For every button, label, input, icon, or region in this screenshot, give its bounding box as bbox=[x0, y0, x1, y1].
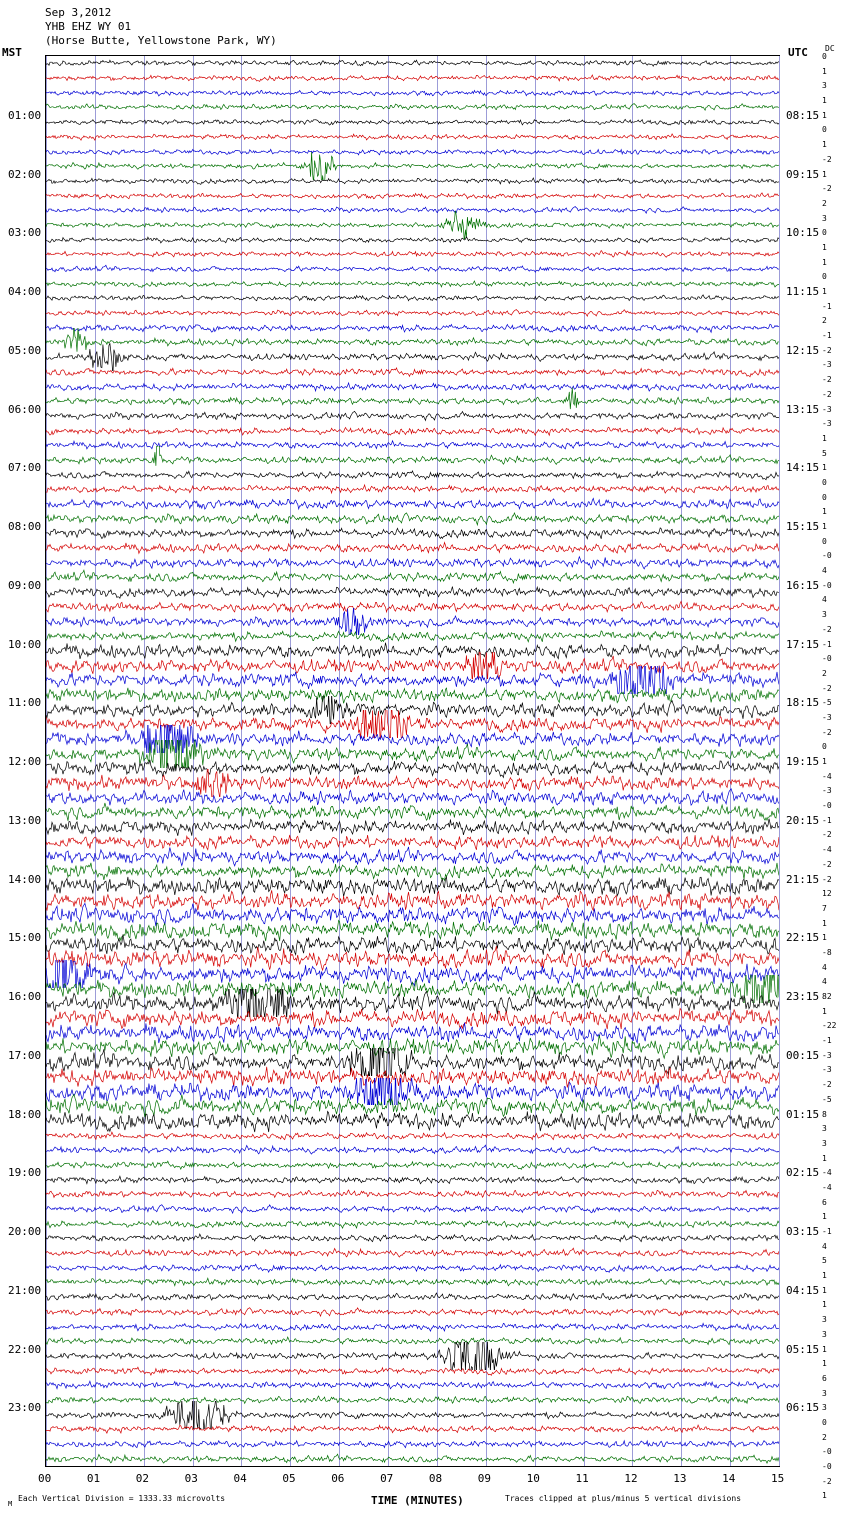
dc-value: 1 bbox=[822, 287, 827, 296]
x-tick-label: 05 bbox=[282, 1472, 296, 1485]
dc-value: 3 bbox=[822, 610, 827, 620]
dc-value: -4 bbox=[822, 771, 832, 781]
dc-value: -5 bbox=[822, 1094, 832, 1104]
right-hour-label: 12:15 bbox=[786, 343, 820, 357]
x-tick-label: 02 bbox=[135, 1472, 149, 1485]
right-hour-label: 10:15 bbox=[786, 226, 820, 240]
right-hour-label: 00:15 bbox=[786, 1048, 820, 1062]
right-hour-label: 04:15 bbox=[786, 1283, 820, 1297]
right-hour-label: 11:15 bbox=[786, 285, 820, 298]
dc-value: -1 bbox=[822, 1227, 832, 1236]
dc-value: 1 bbox=[822, 169, 827, 179]
dc-value: 1 bbox=[822, 257, 827, 267]
left-hour-label: 02:00 bbox=[8, 167, 42, 181]
x-tick-label: 00 bbox=[38, 1472, 52, 1485]
seismogram-trace bbox=[46, 1445, 781, 1473]
dc-value: -3 bbox=[822, 1050, 832, 1060]
header-location: (Horse Butte, Yellowstone Park, WY) bbox=[45, 34, 277, 47]
dc-value: -2 bbox=[822, 375, 832, 385]
right-hour-label: 03:15 bbox=[786, 1225, 820, 1238]
dc-value: -1 bbox=[822, 331, 832, 341]
x-tick-label: 11 bbox=[575, 1472, 589, 1485]
dc-value: -4 bbox=[822, 1182, 832, 1192]
dc-value: -0 bbox=[822, 580, 832, 590]
dc-value: 3 bbox=[822, 81, 827, 91]
dc-value: 1 bbox=[822, 66, 827, 76]
left-hour-label: 13:00 bbox=[8, 813, 42, 827]
dc-value: -1 bbox=[822, 1036, 832, 1046]
dc-value: -3 bbox=[822, 786, 832, 796]
scale-note: Each Vertical Division = 1333.33 microvolts bbox=[18, 1494, 226, 1503]
dc-value: -0 bbox=[822, 654, 832, 664]
left-hour-label: 19:00 bbox=[8, 1166, 42, 1180]
dc-value: -5 bbox=[822, 698, 832, 708]
dc-value: 5 bbox=[822, 1256, 827, 1266]
dc-value: 2 bbox=[822, 668, 827, 678]
dc-value: 1 bbox=[822, 1271, 827, 1281]
x-tick-label: 13 bbox=[673, 1472, 687, 1485]
dc-value: 4 bbox=[822, 566, 827, 576]
x-tick-label: 04 bbox=[233, 1472, 247, 1485]
left-hour-label: 11:00 bbox=[8, 696, 42, 710]
left-hour-label: 09:00 bbox=[8, 578, 42, 592]
dc-value: -2 bbox=[822, 154, 832, 164]
dc-value: 82 bbox=[822, 992, 832, 1001]
dc-value: 8 bbox=[822, 1109, 827, 1119]
dc-value: 3 bbox=[822, 1329, 827, 1339]
left-hour-label: 07:00 bbox=[8, 461, 42, 475]
dc-value: 7 bbox=[822, 903, 827, 913]
dc-value: 0 bbox=[822, 477, 827, 487]
clip-note: Traces clipped at plus/minus 5 vertical divisions bbox=[505, 1494, 742, 1503]
left-hour-label: 15:00 bbox=[8, 931, 42, 945]
dc-value: 3 bbox=[822, 1124, 827, 1134]
x-tick-label: 10 bbox=[526, 1472, 540, 1485]
dc-value: 0 bbox=[822, 1417, 827, 1427]
dc-value: -2 bbox=[822, 1080, 832, 1090]
right-hour-label: 23:15 bbox=[786, 990, 820, 1003]
dc-value: -3 bbox=[822, 404, 832, 414]
right-hour-label: 19:15 bbox=[786, 755, 820, 768]
header-date: Sep 3,2012 bbox=[45, 6, 112, 19]
dc-value: 0 bbox=[822, 272, 827, 282]
dc-value: 4 bbox=[822, 1241, 827, 1251]
dc-value: 4 bbox=[822, 962, 827, 972]
dc-value: 4 bbox=[822, 595, 827, 605]
dc-value: -0 bbox=[822, 1462, 832, 1471]
dc-value: 1 bbox=[822, 242, 827, 252]
header-station: YHB EHZ WY 01 bbox=[45, 20, 132, 33]
dc-value: 1 bbox=[822, 140, 827, 150]
right-hour-label: 18:15 bbox=[786, 696, 820, 710]
dc-value: 1 bbox=[822, 757, 827, 766]
dc-value: 1 bbox=[822, 1491, 827, 1501]
right-hour-label: 02:15 bbox=[786, 1166, 820, 1180]
right-hour-label: 14:15 bbox=[786, 461, 820, 475]
dc-value: 0 bbox=[822, 742, 827, 752]
dc-value: 2 bbox=[822, 316, 827, 326]
dc-value: -2 bbox=[822, 874, 832, 884]
dc-value: 1 bbox=[822, 1359, 827, 1369]
right-hour-label: 08:15 bbox=[786, 108, 820, 122]
dc-value: 1 bbox=[822, 433, 827, 443]
dc-value: 5 bbox=[822, 448, 827, 458]
dc-value: -2 bbox=[822, 830, 832, 840]
dc-value: -3 bbox=[822, 712, 832, 722]
dc-value: 0 bbox=[822, 125, 827, 135]
dc-value: -1 bbox=[822, 639, 832, 649]
dc-value: 1 bbox=[822, 1153, 827, 1163]
x-tick-label: 12 bbox=[624, 1472, 638, 1485]
dc-value: -2 bbox=[822, 1476, 832, 1486]
right-hour-label: 16:15 bbox=[786, 578, 820, 592]
dc-value: 6 bbox=[822, 1197, 827, 1207]
left-hour-label: 03:00 bbox=[8, 226, 42, 240]
dc-value: 4 bbox=[822, 977, 827, 987]
dc-value: -2 bbox=[822, 624, 832, 634]
dc-value: 0 bbox=[822, 228, 827, 238]
right-hour-label: 17:15 bbox=[786, 637, 820, 651]
dc-value: 1 bbox=[822, 933, 827, 943]
x-tick-label: 15 bbox=[771, 1472, 785, 1485]
dc-value: 1 bbox=[822, 918, 827, 928]
right-hour-label: 22:15 bbox=[786, 931, 820, 945]
dc-value: 3 bbox=[822, 1388, 827, 1398]
dc-value: -2 bbox=[822, 184, 832, 194]
x-tick-label: 08 bbox=[428, 1472, 443, 1485]
dc-value: 3 bbox=[822, 213, 827, 223]
right-hour-label: 15:15 bbox=[786, 520, 820, 533]
dc-value: 1 bbox=[822, 1344, 827, 1354]
left-hour-label: 23:00 bbox=[8, 1401, 42, 1415]
dc-value: 3 bbox=[822, 1315, 827, 1325]
dc-value: -4 bbox=[822, 845, 832, 855]
dc-value: 1 bbox=[822, 522, 827, 531]
dc-value: 1 bbox=[822, 1006, 827, 1016]
left-hour-label: 01:00 bbox=[8, 108, 42, 122]
x-tick-label: 07 bbox=[380, 1472, 394, 1485]
left-hour-label: 12:00 bbox=[8, 755, 42, 768]
dc-value: 3 bbox=[822, 1138, 827, 1148]
dc-value: 1 bbox=[822, 1212, 827, 1222]
dc-value: -2 bbox=[822, 683, 832, 693]
dc-value: 2 bbox=[822, 198, 827, 208]
dc-value: 1 bbox=[822, 1285, 827, 1295]
dc-value: 2 bbox=[822, 1432, 827, 1442]
right-hour-label: 20:15 bbox=[786, 813, 820, 827]
x-tick-label: 06 bbox=[331, 1472, 345, 1485]
dc-value: -2 bbox=[822, 389, 832, 399]
dc-value: 1 bbox=[822, 507, 827, 517]
right-hour-label: 13:15 bbox=[786, 402, 820, 416]
seismogram-plot bbox=[45, 55, 780, 1467]
dc-value: 1 bbox=[822, 1300, 827, 1310]
dc-value: -2 bbox=[822, 345, 832, 355]
dc-value: -3 bbox=[822, 360, 832, 370]
dc-value: -1 bbox=[822, 301, 832, 311]
dc-value: -3 bbox=[822, 419, 832, 429]
footer-mark: M bbox=[8, 1500, 13, 1508]
left-hour-label: 04:00 bbox=[8, 285, 42, 298]
dc-value: 1 bbox=[822, 110, 827, 120]
left-hour-label: 16:00 bbox=[8, 990, 42, 1003]
dc-value: -0 bbox=[822, 551, 832, 561]
left-hour-label: 10:00 bbox=[8, 637, 42, 651]
right-hour-label: 21:15 bbox=[786, 872, 820, 886]
x-tick-label: 09 bbox=[477, 1472, 492, 1485]
dc-value: 6 bbox=[822, 1373, 827, 1383]
x-tick-label: 01 bbox=[86, 1472, 101, 1485]
right-hour-label: 01:15 bbox=[786, 1107, 820, 1121]
left-hour-label: 20:00 bbox=[8, 1225, 42, 1238]
dc-column-label: DC bbox=[825, 44, 835, 53]
dc-value: 1 bbox=[822, 463, 827, 473]
dc-value: -0 bbox=[822, 801, 832, 811]
dc-value: 0 bbox=[822, 536, 827, 546]
dc-value: -0 bbox=[822, 1447, 832, 1457]
left-hour-label: 14:00 bbox=[8, 872, 42, 886]
left-hour-label: 17:00 bbox=[8, 1048, 42, 1062]
dc-value: 0 bbox=[822, 492, 827, 502]
left-hour-label: 06:00 bbox=[8, 402, 42, 416]
right-timezone-label: UTC bbox=[788, 46, 808, 59]
dc-value: -1 bbox=[822, 815, 832, 825]
dc-value: -4 bbox=[822, 1168, 832, 1178]
dc-value: -2 bbox=[822, 859, 832, 869]
right-hour-label: 09:15 bbox=[786, 167, 820, 181]
right-hour-label: 06:15 bbox=[786, 1401, 820, 1415]
dc-value: 1 bbox=[822, 96, 827, 106]
x-tick-label: 03 bbox=[184, 1472, 198, 1485]
x-tick-label: 14 bbox=[722, 1472, 736, 1485]
dc-value: -8 bbox=[822, 947, 832, 957]
dc-value: -3 bbox=[822, 1065, 832, 1075]
left-hour-label: 08:00 bbox=[8, 520, 42, 533]
dc-value: -22 bbox=[822, 1021, 837, 1031]
left-timezone-label: MST bbox=[2, 46, 22, 59]
dc-value: 0 bbox=[822, 52, 827, 61]
left-hour-label: 18:00 bbox=[8, 1107, 42, 1121]
dc-value: 12 bbox=[822, 889, 832, 899]
dc-value: 3 bbox=[822, 1403, 827, 1413]
left-hour-label: 21:00 bbox=[8, 1283, 42, 1297]
right-hour-label: 05:15 bbox=[786, 1342, 820, 1356]
left-hour-label: 05:00 bbox=[8, 343, 42, 357]
dc-value: -2 bbox=[822, 727, 832, 737]
left-hour-label: 22:00 bbox=[8, 1342, 42, 1356]
x-axis-title: TIME (MINUTES) bbox=[371, 1494, 464, 1507]
